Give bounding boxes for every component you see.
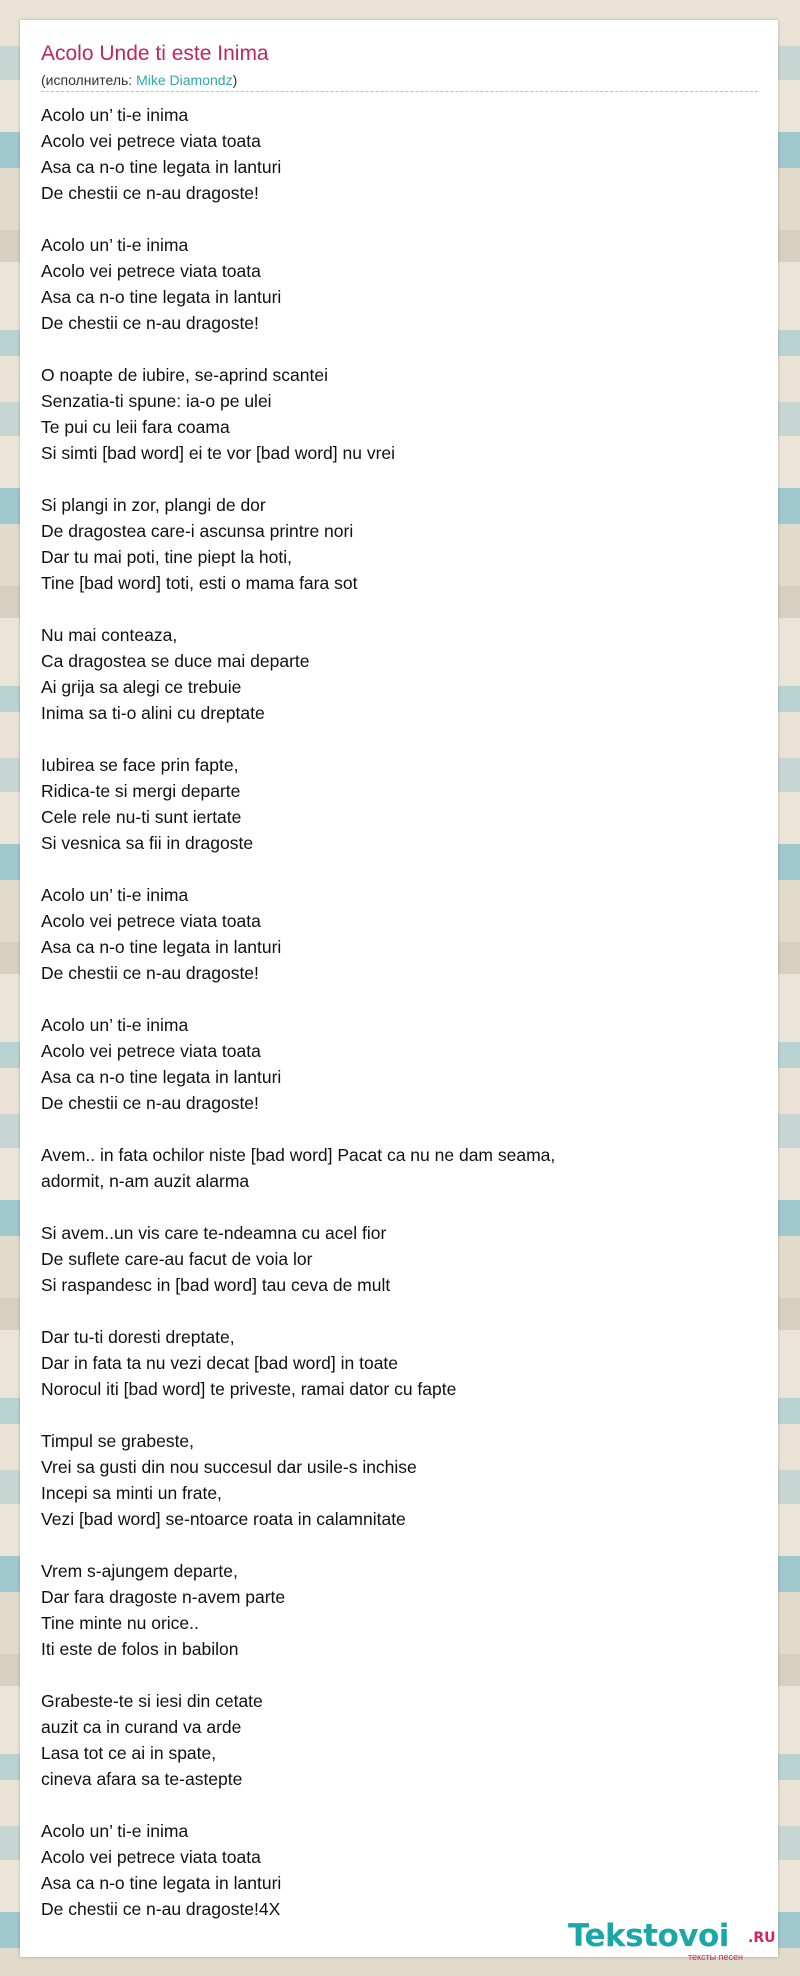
logo-tagline: тексты песен — [688, 1952, 744, 1962]
lyrics-line: Senzatia-ti spune: ia-o pe ulei — [41, 391, 272, 411]
lyrics-line: Dar tu mai poti, tine piept la hoti, — [41, 547, 292, 567]
lyrics-line: Ai grija sa alegi ce trebuie — [41, 677, 242, 697]
lyrics-stanza — [41, 882, 761, 986]
lyrics-line: De chestii ce n-au dragoste! — [41, 313, 259, 333]
performer-suffix: ) — [232, 72, 238, 88]
lyrics-stanza — [41, 752, 761, 856]
lyrics-line: Iubirea se face prin fapte, — [41, 755, 239, 775]
lyrics-line: Tine [bad word] toti, esti o mama fara sot — [41, 573, 358, 593]
lyrics-line: De chestii ce n-au dragoste! — [41, 963, 259, 983]
lyrics-line: Dar tu-ti doresti dreptate, — [41, 1327, 235, 1347]
lyrics-line: Si raspandesc in [bad word] tau ceva de mult — [41, 1275, 391, 1295]
performer-prefix: (исполнитель: — [41, 72, 137, 88]
lyrics-line: cineva afara sa te-astepte — [41, 1769, 243, 1789]
lyrics-line: Acolo vei petrece viata toata — [41, 1041, 261, 1061]
lyrics-line: Asa ca n-o tine legata in lanturi — [41, 157, 282, 177]
lyrics-stanza — [41, 622, 761, 726]
performer-line — [41, 72, 237, 88]
lyrics-line: Cele rele nu-ti sunt iertate — [41, 807, 242, 827]
lyrics-line: Acolo vei petrece viata toata — [41, 131, 261, 151]
lyrics-page — [20, 20, 778, 1957]
lyrics-line: De dragostea care-i ascunsa printre nori — [41, 521, 354, 541]
lyrics-line: Asa ca n-o tine legata in lanturi — [41, 1873, 282, 1893]
lyrics-line: De suflete care-au facut de voia lor — [41, 1249, 313, 1269]
lyrics-stanza — [41, 1142, 761, 1194]
lyrics-line: Acolo un’ ti-e inima — [41, 235, 189, 255]
logo-tld: .RU — [748, 1930, 776, 1946]
song-title: Acolo Unde ti este Inima — [41, 42, 269, 65]
lyrics-line: Asa ca n-o tine legata in lanturi — [41, 937, 282, 957]
lyrics-line: Dar in fata ta nu vezi decat [bad word] in toate — [41, 1353, 399, 1373]
lyrics-line: De chestii ce n-au dragoste! — [41, 183, 259, 203]
lyrics-stanza — [41, 1012, 761, 1116]
lyrics-line: Si avem..un vis care te-ndeamna cu acel fior — [41, 1223, 387, 1243]
lyrics-line: auzit ca in curand va arde — [41, 1717, 242, 1737]
lyrics-line: Timpul se grabeste, — [41, 1431, 195, 1451]
lyrics-line: Si plangi in zor, plangi de dor — [41, 495, 266, 515]
lyrics-stanza — [41, 1220, 761, 1298]
lyrics-line: Vrem s-ajungem departe, — [41, 1561, 238, 1581]
lyrics-line: Ridica-te si mergi departe — [41, 781, 241, 801]
lyrics-line: Acolo un’ ti-e inima — [41, 105, 189, 125]
lyrics-line: Acolo vei petrece viata toata — [41, 261, 261, 281]
lyrics-line: adormit, n-am auzit alarma — [41, 1171, 250, 1191]
lyrics-line: Grabeste-te si iesi din cetate — [41, 1691, 263, 1711]
lyrics-line: Asa ca n-o tine legata in lanturi — [41, 1067, 282, 1087]
lyrics-line: Incepi sa minti un frate, — [41, 1483, 222, 1503]
lyrics-stanza — [41, 492, 761, 596]
lyrics-line: Nu mai conteaza, — [41, 625, 178, 645]
header-divider — [41, 91, 758, 92]
lyrics-line: Acolo vei petrece viata toata — [41, 911, 261, 931]
lyrics-line: Acolo un’ ti-e inima — [41, 885, 189, 905]
lyrics-line: Acolo un’ ti-e inima — [41, 1015, 189, 1035]
lyrics-line: Lasa tot ce ai in spate, — [41, 1743, 217, 1763]
lyrics-line: De chestii ce n-au dragoste! — [41, 1093, 259, 1113]
lyrics-line: Acolo vei petrece viata toata — [41, 1847, 261, 1867]
lyrics-stanza — [41, 1558, 761, 1662]
lyrics-line: Dar fara dragoste n-avem parte — [41, 1587, 286, 1607]
lyrics-line: Iti este de folos in babilon — [41, 1639, 239, 1659]
lyrics-stanza — [41, 1688, 761, 1792]
lyrics-line: De chestii ce n-au dragoste!4X — [41, 1899, 281, 1919]
artist-link[interactable]: Mike Diamondz — [136, 72, 233, 88]
lyrics-line: Inima sa ti-o alini cu dreptate — [41, 703, 265, 723]
lyrics-stanza — [41, 1818, 761, 1922]
lyrics-line: Asa ca n-o tine legata in lanturi — [41, 287, 282, 307]
site-logo[interactable] — [548, 1918, 778, 1962]
lyrics-line: Si simti [bad word] ei te vor [bad word] nu vrei — [41, 443, 396, 463]
lyrics-line: Norocul iti [bad word] te priveste, ramai dator cu fapte — [41, 1379, 457, 1399]
lyrics-text — [41, 102, 761, 1922]
lyrics-line: Ca dragostea se duce mai departe — [41, 651, 310, 671]
lyrics-line: Vezi [bad word] se-ntoarce roata in calamnitate — [41, 1509, 406, 1529]
lyrics-line: Acolo un’ ti-e inima — [41, 1821, 189, 1841]
lyrics-line: O noapte de iubire, se-aprind scantei — [41, 365, 328, 385]
lyrics-line: Tine minte nu orice.. — [41, 1613, 199, 1633]
lyrics-stanza — [41, 102, 761, 206]
lyrics-stanza — [41, 1324, 761, 1402]
lyrics-line: Si vesnica sa fii in dragoste — [41, 833, 254, 853]
lyrics-stanza — [41, 362, 761, 466]
lyrics-line: Te pui cu leii fara coama — [41, 417, 230, 437]
lyrics-stanza — [41, 1428, 761, 1532]
lyrics-line: Vrei sa gusti din nou succesul dar usile-s inchise — [41, 1457, 417, 1477]
lyrics-line: Avem.. in fata ochilor niste [bad word] Pacat ca nu ne dam seama, — [41, 1145, 556, 1165]
logo-name: Tekstovoi — [568, 1918, 729, 1954]
lyrics-stanza — [41, 232, 761, 336]
